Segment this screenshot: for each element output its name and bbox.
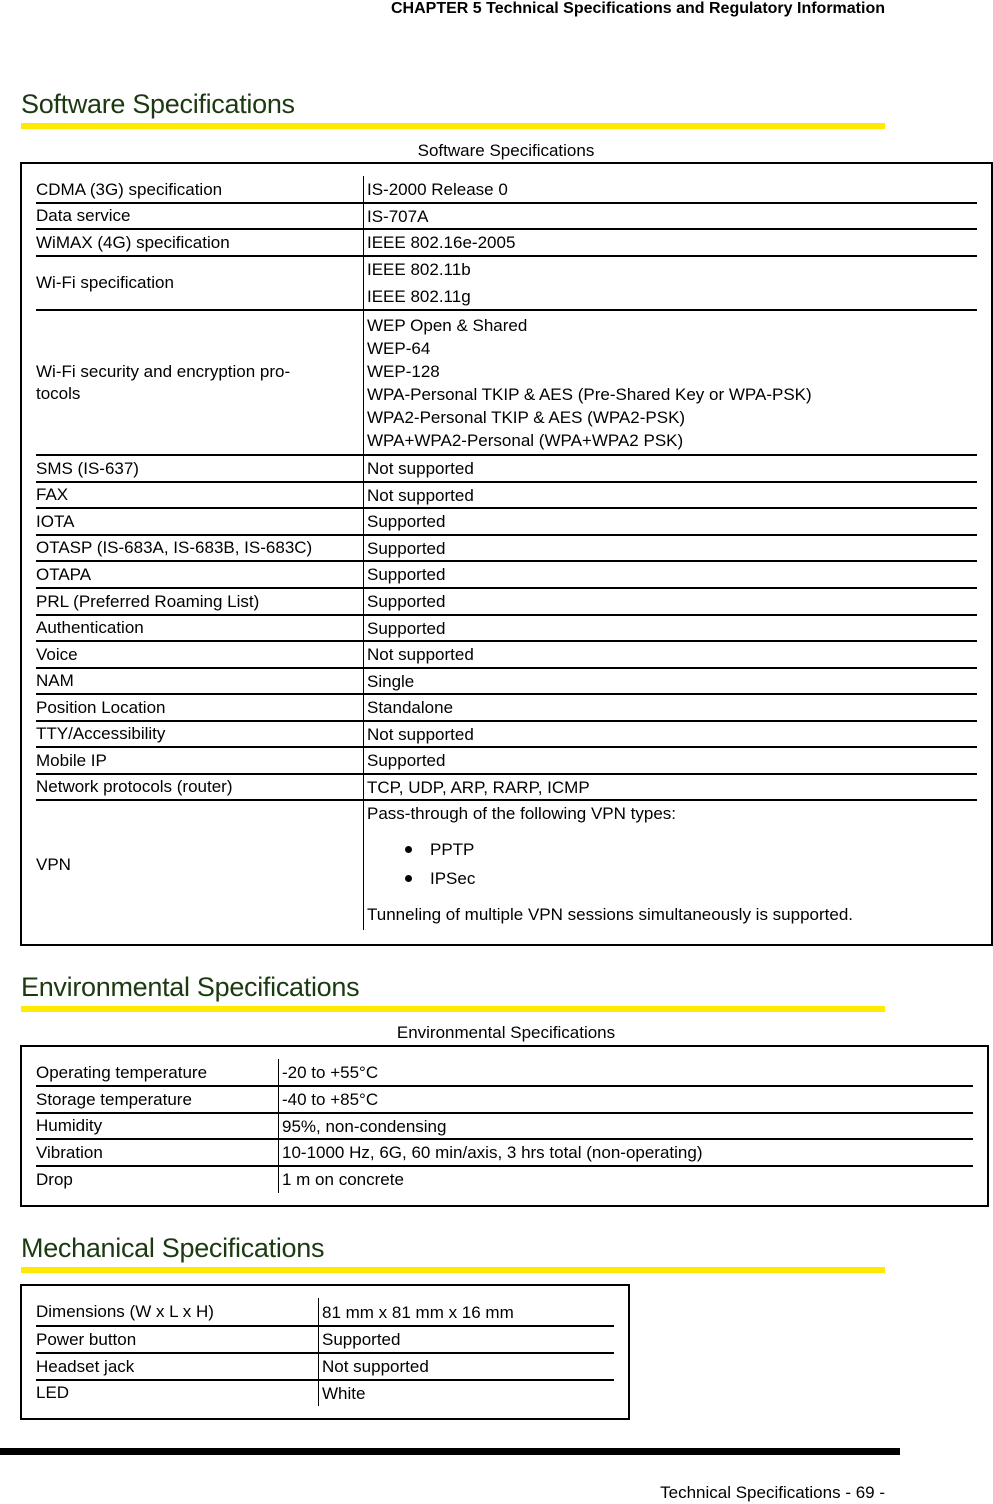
- vpn-intro: Pass-through of the following VPN types:: [367, 804, 676, 823]
- environmental-spec-table: [20, 1045, 989, 1207]
- table-row: [22, 1298, 628, 1326]
- row-value: [278, 1059, 378, 1086]
- table-row: [22, 1086, 987, 1113]
- value-line: IEEE 802.16e-2005: [367, 233, 516, 252]
- value-line: WPA2-Personal TKIP & AES (WPA2-PSK): [367, 407, 686, 427]
- row-value: [363, 176, 508, 203]
- table-row: [22, 1380, 628, 1406]
- value-line: Supported: [367, 512, 446, 531]
- row-label: Mobile IP: [36, 750, 107, 770]
- mechanical-spec-table: [20, 1284, 630, 1420]
- value-line: Standalone: [367, 698, 454, 717]
- row-label: Position Location: [36, 697, 166, 717]
- row-label: LED: [36, 1383, 70, 1402]
- row-value: [363, 774, 590, 800]
- table-row: [22, 668, 991, 694]
- row-label: IOTA: [36, 511, 75, 531]
- vpn-outro: Tunneling of multiple VPN sessions simultaneously is supported.: [367, 905, 854, 924]
- bullet-icon: [405, 875, 412, 882]
- table-row: [22, 1166, 987, 1193]
- environmental-table-caption: Environmental Specifications: [396, 1023, 616, 1042]
- value-line: WEP-64: [367, 338, 431, 358]
- table-row: [22, 455, 991, 482]
- value-line: Supported: [367, 618, 446, 638]
- table-row: [22, 1113, 987, 1139]
- vpn-bullet-item: [405, 864, 853, 893]
- table-row: [22, 694, 991, 721]
- table-row: [22, 641, 991, 668]
- software-spec-table: [20, 162, 993, 946]
- row-label: VPN: [36, 855, 71, 874]
- row-value: [363, 561, 445, 588]
- table-row: [22, 615, 991, 641]
- value-line: Not supported: [367, 645, 474, 664]
- footer-rule: [0, 1448, 900, 1455]
- row-value: [278, 1086, 378, 1113]
- software-section-title: Software Specifications: [21, 89, 295, 119]
- row-label: Power button: [36, 1329, 137, 1349]
- value-line: IEEE 802.11g: [367, 287, 471, 306]
- mechanical-section-title: Mechanical Specifications: [21, 1233, 325, 1263]
- row-label: OTASP (IS-683A, IS-683B, IS-683C): [36, 538, 313, 557]
- row-value: [363, 615, 445, 641]
- row-value: [318, 1380, 365, 1406]
- row-value: [363, 668, 414, 694]
- value-line: IS-707A: [367, 206, 429, 226]
- table-row: [22, 1326, 628, 1353]
- row-value: [278, 1139, 703, 1166]
- row-value: [363, 721, 474, 747]
- row-value: [363, 694, 453, 721]
- row-value: [363, 588, 445, 615]
- row-label: WiMAX (4G) specification: [36, 232, 230, 252]
- page-footer: Technical Specifications - 69 -: [660, 1483, 885, 1502]
- environmental-title-rule: [21, 1006, 885, 1012]
- row-label: SMS (IS-637): [36, 458, 139, 478]
- row-label: NAM: [36, 671, 74, 690]
- value-line: WPA+WPA2-Personal (WPA+WPA2 PSK): [367, 430, 684, 450]
- value-line: 81 mm x 81 mm x 16 mm: [322, 1302, 514, 1322]
- row-value: [363, 256, 471, 310]
- row-label: CDMA (3G) specification: [36, 179, 223, 199]
- table-row: [22, 774, 991, 800]
- value-line: Not supported: [367, 485, 474, 505]
- row-label: Headset jack: [36, 1356, 135, 1376]
- environmental-section-title: Environmental Specifications: [21, 972, 360, 1002]
- row-value: [363, 641, 474, 668]
- value-line: Supported: [367, 565, 446, 584]
- value-line: Not supported: [367, 724, 474, 744]
- table-row: [22, 229, 991, 256]
- row-value: [318, 1326, 400, 1353]
- row-label: PRL (Preferred Roaming List): [36, 591, 260, 611]
- mechanical-title-rule: [21, 1267, 885, 1273]
- table-row: [22, 203, 991, 229]
- table-row-vpn: [22, 800, 991, 930]
- row-value: [363, 203, 428, 229]
- table-row: [22, 561, 991, 588]
- value-line: WEP-128: [367, 361, 440, 381]
- value-line: WEP Open & Shared: [367, 315, 528, 335]
- row-value: [318, 1298, 514, 1326]
- row-label: FAX: [36, 485, 69, 504]
- value-line: Supported: [367, 751, 446, 770]
- row-value: [363, 800, 853, 930]
- table-row: [22, 1139, 987, 1166]
- value-line: 10-1000 Hz, 6G, 60 min/axis, 3 hrs total (non-operating): [282, 1143, 703, 1162]
- software-table-caption: Software Specifications: [417, 141, 595, 160]
- value-line: -20 to +55°C: [282, 1063, 379, 1082]
- table-row: [22, 588, 991, 615]
- value-line: TCP, UDP, ARP, RARP, ICMP: [367, 777, 590, 797]
- software-title-rule: [21, 123, 885, 129]
- table-row: [22, 508, 991, 535]
- value-line: IEEE 802.11b: [367, 260, 471, 279]
- table-row: [22, 1059, 987, 1086]
- row-label: Wi-Fi security and encryption pro- tocols: [36, 361, 291, 403]
- value-line: Not supported: [322, 1357, 429, 1376]
- table-row: [22, 310, 991, 455]
- row-label: Wi-Fi specification: [36, 273, 174, 292]
- value-line: Supported: [322, 1330, 401, 1349]
- row-value: [318, 1353, 429, 1380]
- value-line: Not supported: [367, 459, 474, 478]
- row-label: Humidity: [36, 1116, 103, 1135]
- row-label: TTY/Accessibility: [36, 724, 166, 743]
- table-row: [22, 482, 991, 508]
- value-line: IS-2000 Release 0: [367, 180, 508, 199]
- row-label: Drop: [36, 1169, 73, 1189]
- row-label: Operating temperature: [36, 1062, 208, 1082]
- vpn-bullet-item: [405, 835, 853, 864]
- table-row: [22, 256, 991, 310]
- table-row: [22, 1353, 628, 1380]
- value-line: Supported: [367, 592, 446, 611]
- value-line: Supported: [367, 538, 446, 558]
- row-value: [363, 747, 445, 774]
- row-value: [363, 455, 474, 482]
- value-line: 95%, non-condensing: [282, 1116, 447, 1136]
- bullet-icon: [405, 846, 412, 853]
- row-label: Authentication: [36, 618, 144, 637]
- row-value: [278, 1113, 446, 1139]
- row-label: Network protocols (router): [36, 777, 233, 796]
- row-value: [363, 535, 445, 561]
- value-line: -40 to +85°C: [282, 1090, 379, 1109]
- table-row: [22, 176, 991, 203]
- table-row: [22, 747, 991, 774]
- value-line: White: [322, 1383, 366, 1403]
- row-value: [363, 508, 445, 535]
- table-row: [22, 535, 991, 561]
- row-label: Data service: [36, 206, 131, 225]
- row-label: Dimensions (W x L x H): [36, 1302, 214, 1321]
- vpn-bullet-label: PPTP: [430, 840, 475, 859]
- row-value: [363, 229, 515, 256]
- vpn-bullet-label: IPSec: [430, 869, 476, 888]
- value-line: 1 m on concrete: [282, 1170, 404, 1189]
- value-line: WPA-Personal TKIP & AES (Pre-Shared Key or WPA-PSK): [367, 384, 812, 404]
- value-line: Single: [367, 671, 415, 691]
- table-row: [22, 721, 991, 747]
- running-head: CHAPTER 5 Technical Specifications and Regulatory Information: [390, 0, 885, 17]
- row-label: Storage temperature: [36, 1089, 192, 1109]
- row-label: Voice: [36, 644, 78, 664]
- row-label: Vibration: [36, 1142, 103, 1162]
- row-value: [363, 310, 812, 455]
- row-value: [363, 482, 474, 508]
- row-value: [278, 1166, 404, 1193]
- row-label: OTAPA: [36, 564, 92, 584]
